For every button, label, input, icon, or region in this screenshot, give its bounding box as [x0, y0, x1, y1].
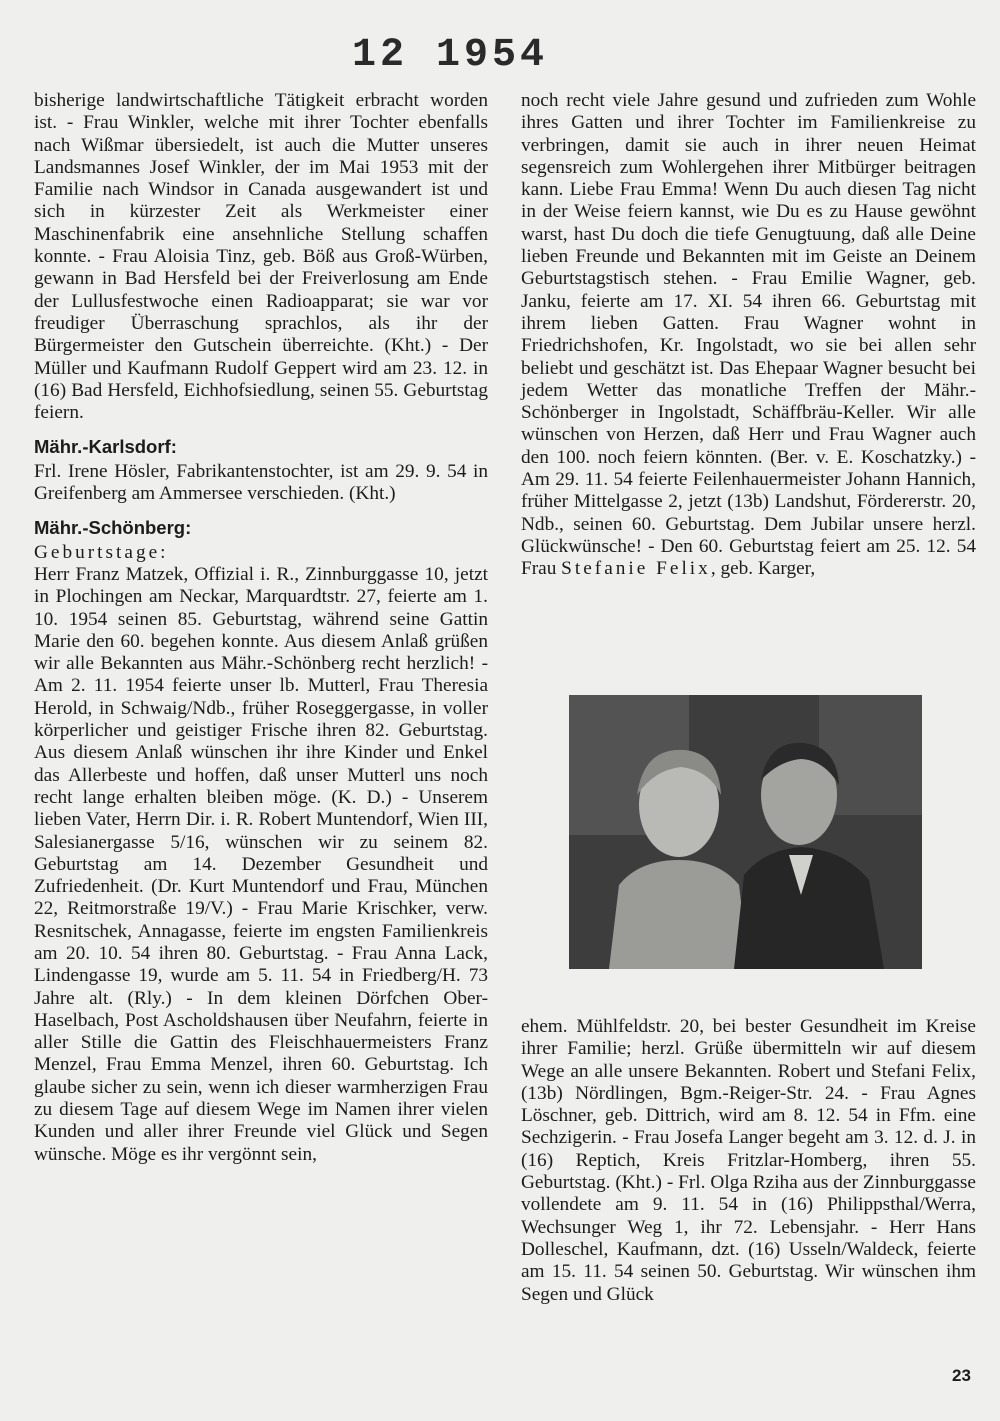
paragraph-hersfeld: bisherige landwirtschaftliche Tätigkeit erbracht worden ist. - Frau Winkler, welche mit ihrer Tochter ebenfalls nach Wißmar übersiedelt, ist auch die Mutter unseres Landsmannes Josef Winkler, der im Mai 1953 mit der Familie nach Windsor in Canada ausgewandert ist und sich in kürzester Zeit als Werkmeister einer Maschinenfabrik eine ansehnliche Stellung schaffen konnte. - Frau Aloisia Tinz, geb. Böß aus Groß-Würben, gewann in Bad Hersfeld bei der Freiverlosung am Ende der Lullusfestwoche einen Radioapparat; sie war vor freudiger Überraschung sprachlos, als ihr der Bürgermeister den Gutschein überreichte. (Kht.) - Der Müller und Kaufmann Rudolf Geppert wird am 23. 12. in (16) Bad Hersfeld, Eichhofsiedlung, seinen 55. Geburtstag feiern. — [34, 90, 488, 424]
paragraph-schoenberg: Herr Franz Matzek, Offizial i. R., Zinnburggasse 10, jetzt in Plochingen am Neckar, Marquardtstr. 27, feierte am 1. 10. 1954 seinen 85. Geburtstag, während seine Gattin Marie den 60. begehen konnte. Aus diesem Anlaß grüßen wir alle Bekannten aus Mähr.-Schönberg recht herzlich! - Am 2. 11. 1954 feierte unser lb. Mutterl, Frau Theresia Herold, in Schwaig/Ndb., früher Roseggergasse, in voller körperlicher und geistiger Frische ihren 82. Geburtstag. Aus diesem Anlaß wünschen ihr ihre Kinder und Enkel das Allerbeste und hoffen, daß unser Mutterl uns noch recht lange erhalten bleiben möge. (K. D.) - Unserem lieben Vater, Herrn Dir. i. R. Robert Muntendorf, Wien III, Salesianergasse 5/16, wünschen wir zu seinem 82. Geburtstag am 14. Dezember Gesundheit und Zufriedenheit. (Dr. Kurt Muntendorf und Frau, München 22, Reitmorstraße 19/V.) - Frau Marie Krischker, verw. Resnitschek, Annagasse, feierte im engsten Familienkreis am 20. 10. 54 ihren 80. Geburtstag. - Frau Anna Lack, Lindengasse 19, wurde am 5. 11. 54 in Friedberg/H. 73 Jahre alt. (Rly.) - In dem kleinen Dörfchen Ober-Haselbach, Post Ascholdshausen über Neufahrn, feierte in aller Stille die Gattin des Fleischhauermeisters Franz Menzel, Frau Emma Menzel, ihren 60. Geburtstag. Ich glaube sicher zu sein, wenn ich dieser warmherzigen Frau zu diesem Tage auf diesem Wege im Namen ihrer vielen Kunden und aller ihrer Freunde viel Glück und Segen wünsche. Möge es ihr vergönnt sein, — [34, 563, 488, 1165]
heading-schoenberg: Mähr.-Schönberg: — [34, 517, 192, 539]
right-column-bottom — [521, 1016, 976, 1306]
paragraph-right-bottom: ehem. Mühlfeldstr. 20, bei bester Gesundheit im Kreise ihrer Familie; herzl. Grüße übermitteln wir auf diesem Wege an alle unsere Bekannten. Robert und Stefani Felix, (13b) Nördlingen, Bgm.-Reiger-Str. 24. - Frau Agnes Löschner, geb. Dittrich, wird am 8. 12. 54 in Ffm. eine Sechzigerin. - Frau Josefa Langer begeht am 3. 12. d. J. in (16) Reptich, Kreis Fritzlar-Homberg, ihren 55. Geburtstag. (Kht.) - Frl. Olga Rziha aus der Zinnburggasse vollendete am 9. 11. 54 in (16) Philippsthal/Werra, Wechsunger Weg 1, ihr 72. Lebensjahr. - Herr Hans Dolleschel, Kaufmann, dzt. (16) Usseln/Waldeck, feierte am 15. 11. 54 seinen 50. Geburtstag. Wir wünschen ihm Segen und Glück — [521, 1016, 976, 1305]
date-stamp: 12 1954 — [352, 33, 549, 78]
spaced-name: Stefanie Felix — [561, 558, 711, 580]
paragraph-right-top-text: noch recht viele Jahre gesund und zufrieden zum Wohle ihres Gatten und ihrer Tochter im Familienkreise zu verbringen, damit sie auch in ihrer neuen Heimat segensreich zum Wohlergehen ihrer Mitbürger beitragen kann. Liebe Frau Emma! Wenn Du auch diesen Tag nicht in der Weise feiern kannst, wie Du es zu Hause gewöhnt warst, hast Du doch die tiefe Genugtuung, daß alle Deine lieben Freunde und Bekannten mit im Geiste an Deinem Geburtstagstisch stehen. - Frau Emilie Wagner, geb. Janku, feierte am 17. XI. 54 ihren 66. Geburtstag mit ihrem lieben Gatten. Frau Wagner wohnt in Friedrichshofen, Kr. Ingolstadt, wo sie bei allen sehr beliebt und geschätzt ist. Das Ehepaar Wagner besucht bei jedem Wetter das monatliche Treffen der Mähr.-Schönberger in Ingolstadt, Schäffbräu-Keller. Wir alle wünschen von Herzen, daß Herr und Frau Wagner auch den 100. noch feiern könnten. (Ber. v. E. Koschatzky.) - Am 29. 11. 54 feierte Feilenhauermeister Johann Hannich, früher Mittelgasse 2, jetzt (13b) Landshut, Fördererstr. 20, Ndb., seinen 60. Geburtstag. Dem Jubilar unsere herzl. Glückwünsche! - Den 60. Geburtstag feiert am 25. 12. 54 Frau — [521, 90, 976, 580]
subheading-geburtstage: Geburtstage: — [34, 541, 169, 563]
left-column — [34, 90, 488, 1166]
couple-photo — [569, 695, 922, 969]
page-number: 23 — [952, 1366, 971, 1385]
paragraph-right-top-tail: , geb. Karger, — [710, 558, 816, 580]
heading-karlsdorf: Mähr.-Karlsdorf: — [34, 436, 177, 458]
right-column-top — [521, 90, 976, 581]
paragraph-karlsdorf: Frl. Irene Hösler, Fabrikantenstochter, ist am 29. 9. 54 in Greifenberg am Ammersee verschieden. (Kht.) — [34, 460, 488, 505]
paragraph-right-top — [521, 90, 976, 581]
couple-photo-illustration — [569, 695, 922, 969]
